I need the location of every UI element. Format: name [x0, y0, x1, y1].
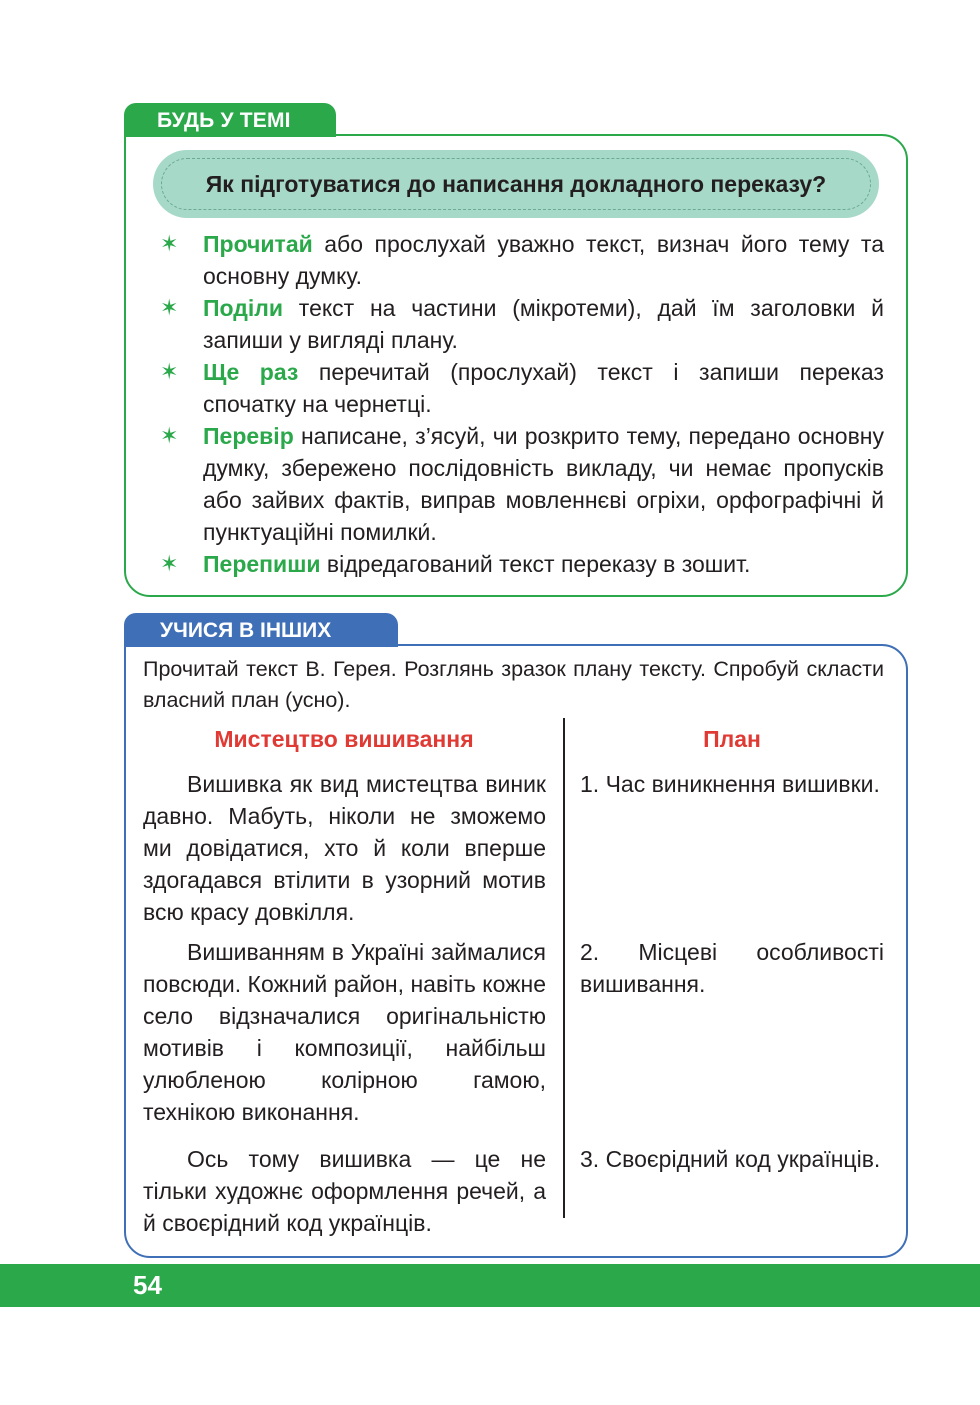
- text-title: Мистецтво вишивання: [214, 726, 474, 752]
- list-item: [160, 548, 884, 580]
- list-item: [160, 420, 884, 548]
- text-paragraph: Вишивка як вид мистецтва виник давно. Мабуть, ніколи не зможемо ми довідатися, хто й коли вперше здогадався втілити в узорний мотив всю красу довкілля.: [143, 771, 546, 925]
- plan-item: 2. Місцеві особливості вишивання.: [580, 939, 884, 997]
- plan-item: 3. Своєрідний код українців.: [580, 1146, 881, 1172]
- list-item: [160, 228, 884, 292]
- text-paragraph: Вишиванням в Україні займалися повсюди. Кожний район, навіть кожне село відзначалися оригінальністю мотивів і композиції, найбільш улюбленою колірною гамою, технікою виконання.: [143, 939, 546, 1125]
- plan-item: 1. Час виникнення вишивки.: [580, 771, 880, 797]
- text-paragraph: Ось тому вишивка — це не тільки художнє оформлення речей, а й своєрідний код українців.: [143, 1146, 546, 1236]
- question-text: Як підготуватися до написання докладного переказу?: [205, 171, 827, 197]
- section-tab-learn-from-others: УЧИСЯ В ІНШИХ: [124, 613, 398, 647]
- list-item-keyword: Прочитай: [203, 231, 313, 257]
- list-item-keyword: Перепиши: [203, 551, 321, 577]
- plan-title: План: [703, 726, 761, 752]
- column-divider: [563, 718, 565, 1218]
- star-bullet-icon: ✶: [160, 551, 179, 576]
- list-item-keyword: Поділи: [203, 295, 284, 321]
- list-item-text: написане, з’ясуй, чи розкрито тему, передано основну думку, збережено послідовність викладу, чи немає пропусків або зайвих фактів, виправ мовленнєві огріхи, орфографічні й пунктуаційні помилки́.: [203, 423, 884, 545]
- question-banner: [153, 150, 879, 218]
- star-bullet-icon: ✶: [160, 359, 179, 384]
- section-tab-be-in-topic: БУДЬ У ТЕМІ: [124, 103, 336, 137]
- star-bullet-icon: ✶: [160, 295, 179, 320]
- page-number: 54: [133, 1270, 162, 1300]
- list-item: [160, 292, 884, 356]
- list-item: [160, 356, 884, 420]
- list-item-text: відредагований текст переказу в зошит.: [320, 551, 751, 577]
- list-item-text: текст на частини (мікротеми), дай їм заголовки й запиши у вигляді плану.: [203, 295, 884, 353]
- star-bullet-icon: ✶: [160, 423, 179, 448]
- list-item-text: перечитай (прослухай) текст і запиши переказ спочатку на чернетці.: [203, 359, 884, 417]
- instruction-list: [160, 228, 884, 580]
- list-item-text: або прослухай уважно текст, визнач його тему та основну думку.: [203, 231, 884, 289]
- list-item-keyword: Ще раз: [203, 359, 299, 385]
- list-item-keyword: Перевір: [203, 423, 294, 449]
- star-bullet-icon: ✶: [160, 231, 179, 256]
- task-instruction: Прочитай текст В. Герея. Розглянь зразок плану тексту. Спробуй скласти власний план (усно).: [143, 657, 884, 712]
